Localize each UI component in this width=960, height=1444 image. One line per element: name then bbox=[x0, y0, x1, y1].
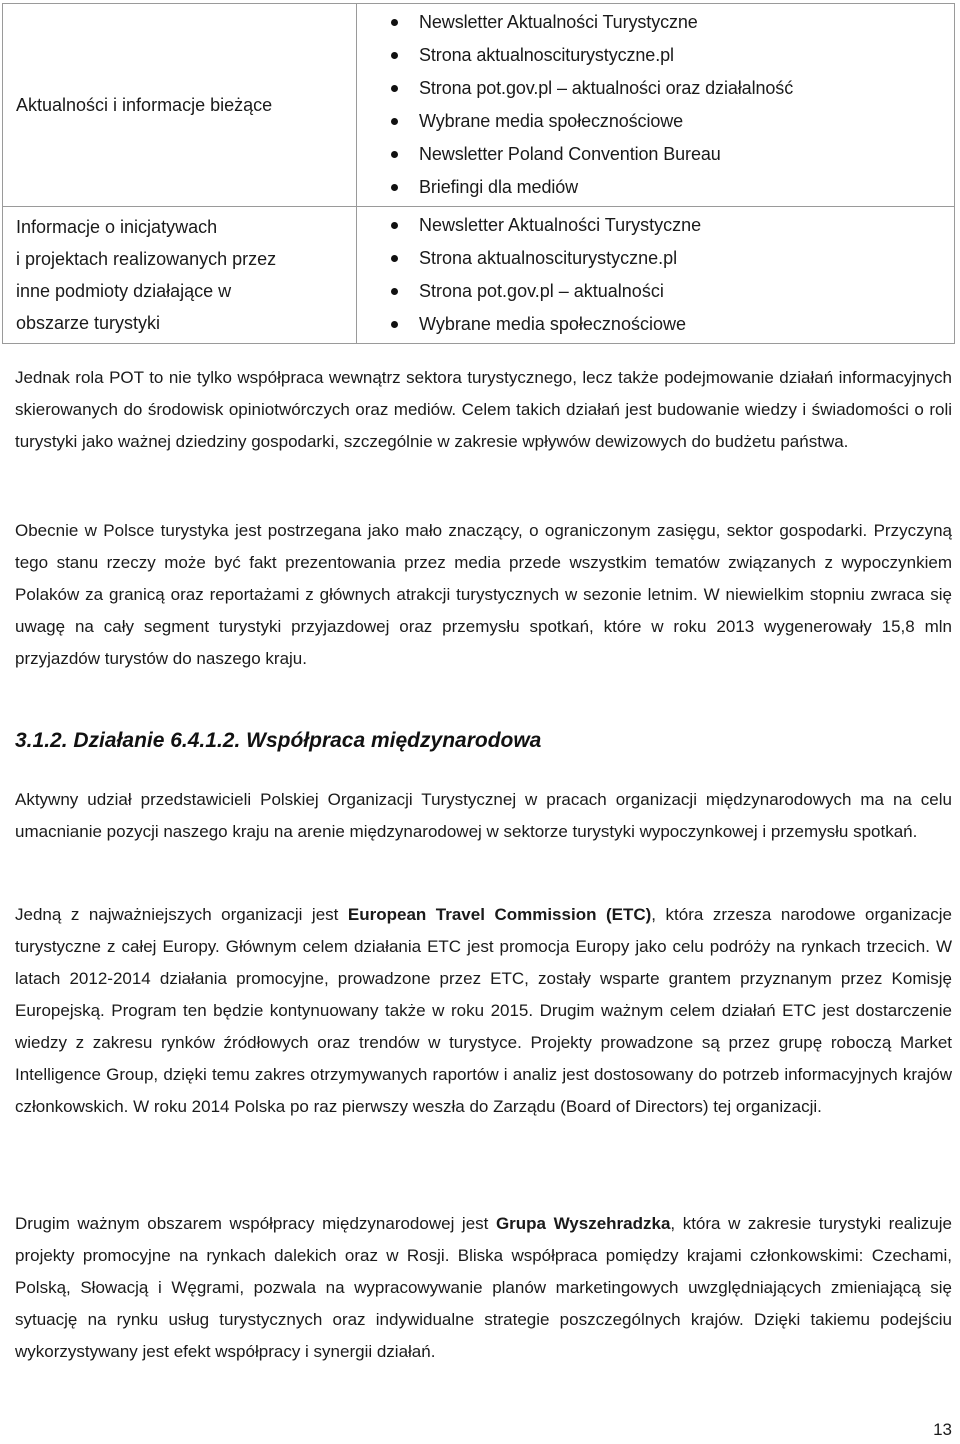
bullet-icon bbox=[391, 52, 398, 59]
row-list-cell bbox=[357, 207, 955, 344]
row-list-cell bbox=[357, 4, 955, 207]
bullet-icon bbox=[391, 118, 398, 125]
bullet-icon bbox=[391, 151, 398, 158]
paragraph-etc: Jedną z najważniejszych organizacji jest European Travel Commission (ETC), która zrzesza narodowe organizacje turystyczne z całej Europy. Głównym celem działania ETC jest promocja Europy jako celu podróży na rynkach trzecich. W latach 2012-2014 działania promocyjne, prowadzone przez ETC, zostały wsparte grantem przyznanym przez Komisję Europejską. Program ten będzie kontynuowany także w roku 2015. Drugim ważnym celem działań ETC jest dostarczenie wiedzy z zakresu rynków źródłowych oraz trendów w turystyce. Projekty prowadzone są przez grupę roboczą Market Intelligence Group, dzięki temu zakres otrzymywanych raportów i analiz jest dostosowany do potrzeb informacyjnych krajów członkowskich. W roku 2014 Polska po raz pierwszy weszła do Zarządu (Board of Directors) tej organizacji. bbox=[15, 905, 952, 1116]
bullet-icon bbox=[391, 255, 398, 262]
paragraph-pot-role: Jednak rola POT to nie tylko współpraca wewnątrz sektora turystycznego, lecz także podejmowanie działań informacyjnych skierowanych do środowisk opiniotwórczych oraz mediów. Celem takich działań jest budowanie wiedzy i świadomości o roli turystyki jako ważnej dziedziny gospodarki, szczególnie w zakresie wpływów dewizowych do budżetu państwa. bbox=[15, 368, 952, 451]
list-item: Strona aktualnosciturystyczne.pl bbox=[391, 39, 954, 72]
row-label-line: Informacje o inicjatywach bbox=[16, 217, 218, 237]
bullet-icon bbox=[391, 288, 398, 295]
list-item: Wybrane media społecznościowe bbox=[391, 308, 954, 341]
etc-name: European Travel Commission (ETC) bbox=[347, 905, 652, 924]
list-item: Newsletter Poland Convention Bureau bbox=[391, 138, 954, 171]
bullet-icon bbox=[391, 222, 398, 229]
list-item: Newsletter Aktualności Turystyczne bbox=[391, 209, 954, 242]
table-row bbox=[3, 4, 955, 207]
row-label-line: i projektach realizowanych przez bbox=[16, 249, 277, 269]
bullet-icon bbox=[391, 184, 398, 191]
paragraph-international-participation: Aktywny udział przedstawicieli Polskiej Organizacji Turystycznej w pracach organizacji międzynarodowych ma na celu umacnianie pozycji naszego kraju na arenie międzynarodowej w sektorze turystyki wypoczynkowej i przemysłu spotkań. bbox=[15, 790, 952, 841]
list-item: Strona aktualnosciturystyczne.pl bbox=[391, 242, 954, 275]
paragraph-tourism-perception: Obecnie w Polsce turystyka jest postrzegana jako mało znaczący, o ograniczonym zasięgu, sektor gospodarki. Przyczyną tego stanu rzeczy może być fakt prezentowania przez media przede wszystkim tematów związanych z wypoczynkiem Polaków za granicą oraz reportażami z głównych atrakcji turystycznych w sezonie letnim. W niewielkim stopniu zwraca się uwagę na cały segment turystyki przyjazdowej oraz przemysłu spotkań, które w roku 2013 wygenerowały 15,8 mln przyjazdów turystów do naszego kraju. bbox=[15, 521, 952, 668]
row-label-text: Aktualności i informacje bieżące bbox=[16, 95, 273, 115]
bullet-icon bbox=[391, 321, 398, 328]
bullet-icon bbox=[391, 19, 398, 26]
list-item: Briefingi dla mediów bbox=[391, 171, 954, 204]
row-label-line: obszarze turystyki bbox=[16, 313, 161, 333]
page-number: 13 bbox=[933, 1420, 952, 1439]
row-label bbox=[3, 207, 357, 344]
visegrad-name: Grupa Wyszehradzka bbox=[495, 1214, 671, 1233]
list-item: Strona pot.gov.pl – aktualności oraz działalność bbox=[391, 72, 954, 105]
section-heading: 3.1.2. Działanie 6.4.1.2. Współpraca międzynarodowa bbox=[15, 729, 542, 752]
bullet-list bbox=[357, 209, 954, 341]
row-label-line: inne podmioty działające w bbox=[16, 281, 232, 301]
list-item: Newsletter Aktualności Turystyczne bbox=[391, 6, 954, 39]
communication-channels-table bbox=[2, 3, 955, 344]
bullet-icon bbox=[391, 85, 398, 92]
paragraph-visegrad: Drugim ważnym obszarem współpracy międzynarodowej jest Grupa Wyszehradzka, która w zakresie turystyki realizuje projekty promocyjne na rynkach dalekich oraz w Rosji. Bliska współpraca pomiędzy krajami członkowskimi: Czechami, Polską, Słowacją i Węgrami, pozwala na wypracowywanie planów marketingowych uwzględniających zmieniającą się sytuację na rynku usług turystycznych oraz indywidualne strategie poszczególnych krajów. Dzięki takiemu podejściu wykorzystywany jest efekt współpracy i synergii działań. bbox=[15, 1214, 952, 1361]
list-item: Strona pot.gov.pl – aktualności bbox=[391, 275, 954, 308]
list-item: Wybrane media społecznościowe bbox=[391, 105, 954, 138]
row-label bbox=[3, 4, 357, 207]
table-row bbox=[3, 207, 955, 344]
bullet-list bbox=[357, 6, 954, 204]
